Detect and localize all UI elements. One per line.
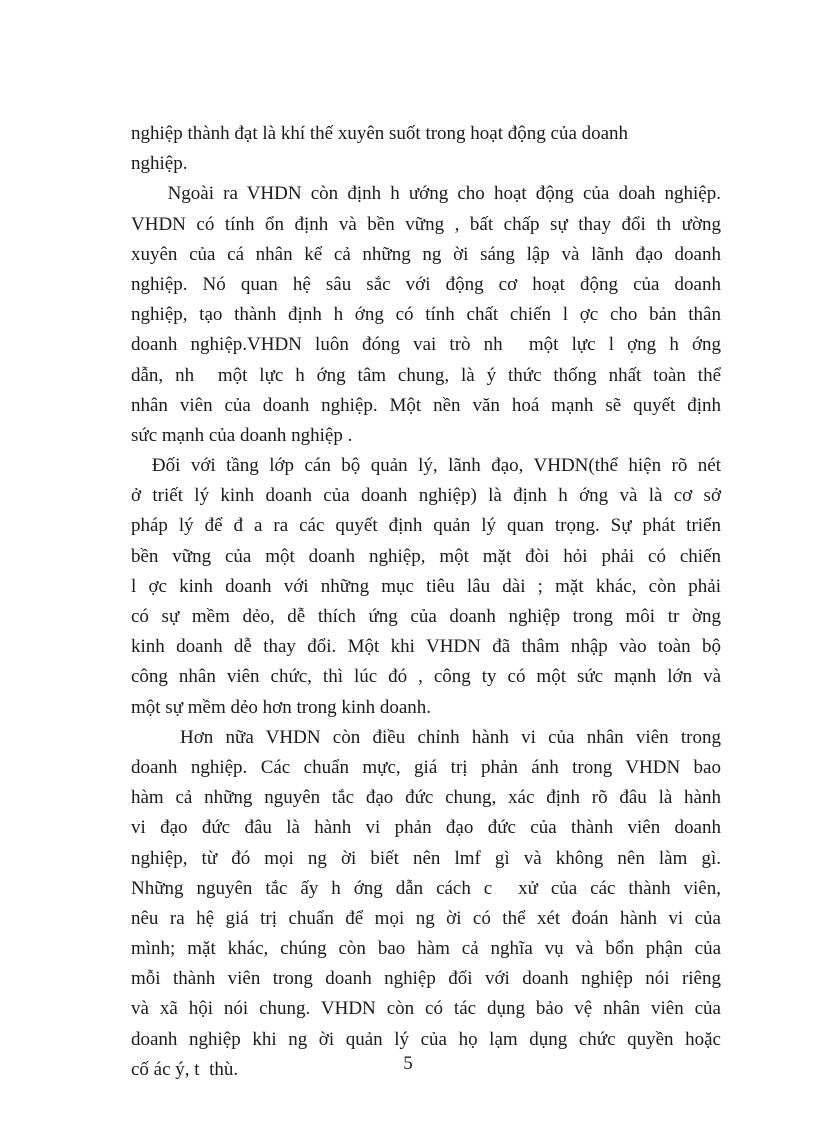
text-line: doanh nghiệp.VHDN luôn đóng vai trò nh một lực l ợng h ớng	[131, 334, 721, 356]
text-line: hàm cả những nguyên tắc đạo đức chung, xác định rõ đâu là hành	[131, 787, 721, 809]
body-text	[131, 119, 721, 1085]
page-number: 5	[403, 1053, 413, 1074]
text-line: nhân viên của doanh nghiệp. Một nền văn hoá mạnh sẽ quyết định	[131, 394, 721, 416]
text-line: nghiệp, từ đó mọi ng ời biết nên lmf gì và không nên làm gì.	[131, 847, 721, 869]
text-line: ở triết lý kinh doanh của doanh nghiệp) là định h ớng và là cơ sở	[131, 485, 721, 507]
text-line: vi đạo đức đâu là hành vi phản đạo đức của thành viên doanh	[131, 817, 721, 839]
text-line: Đối với tầng lớp cán bộ quản lý, lãnh đạo, VHDN(thể hiện rõ nét	[131, 455, 721, 477]
text-line: cố ác ý, t thù.	[131, 1058, 239, 1080]
text-line: xuyên của cá nhân kể cả những ng ời sáng lập và lãnh đạo doanh	[131, 243, 721, 265]
text-line: doanh nghiệp khi ng ời quản lý của họ lạm dụng chức quyền hoặc	[131, 1028, 721, 1050]
text-line: công nhân viên chức, thì lúc đó , công ty có một sức mạnh lớn và	[131, 666, 721, 688]
text-line: dẫn, nh một lực h ớng tâm chung, là ý thức thống nhất toàn thể	[131, 364, 721, 386]
text-line: bền vững của một doanh nghiệp, một mặt đòi hỏi phải có chiến	[131, 545, 721, 567]
text-line: mỗi thành viên trong doanh nghiệp đối với doanh nghiệp nói riêng	[131, 968, 721, 990]
text-line: Ngoài ra VHDN còn định h ướng cho hoạt động của doah nghiệp.	[131, 183, 721, 205]
text-line: một sự mềm dẻo hơn trong kinh doanh.	[131, 696, 432, 718]
text-line: VHDN có tính ổn định và bền vững , bất chấp sự thay đổi th ường	[131, 213, 721, 235]
text-line: nêu ra hệ giá trị chuẩn để mọi ng ời có thể xét đoán hành vi của	[131, 907, 721, 929]
text-line: nghiệp. Nó quan hệ sâu sắc với động cơ hoạt động của doanh	[131, 273, 721, 295]
text-line: Những nguyên tắc ấy h ớng dẫn cách c xử của các thành viên,	[131, 877, 721, 899]
text-line: doanh nghiệp. Các chuẩn mực, giá trị phản ánh trong VHDN bao	[131, 756, 721, 778]
text-line: sức mạnh của doanh nghiệp .	[131, 424, 353, 446]
text-line: kinh doanh dễ thay đổi. Một khi VHDN đã thâm nhập vào toàn bộ	[131, 636, 721, 658]
text-line: Hơn nữa VHDN còn điều chỉnh hành vi của nhân viên trong	[131, 726, 721, 748]
text-line: nghiệp.	[131, 153, 188, 175]
text-line: có sự mềm dẻo, dễ thích ứng của doanh nghiệp trong môi tr ờng	[131, 606, 721, 627]
text-line: pháp lý để đ a ra các quyết định quản lý quan trọng. Sự phát triển	[131, 515, 721, 537]
text-line: nghiệp, tạo thành định h ớng có tính chất chiến l ợc cho bản thân	[131, 304, 721, 326]
text-line: mình; mặt khác, chúng còn bao hàm cả nghĩa vụ và bổn phận của	[131, 938, 721, 960]
text-line: và xã hội nói chung. VHDN còn có tác dụng bảo vệ nhân viên của	[131, 998, 721, 1020]
text-line: nghiệp thành đạt là khí thế xuyên suốt trong hoạt động của doanh	[131, 123, 629, 144]
text-line: l ợc kinh doanh với những mục tiêu lâu dài ; mặt khác, còn phải	[131, 575, 721, 597]
